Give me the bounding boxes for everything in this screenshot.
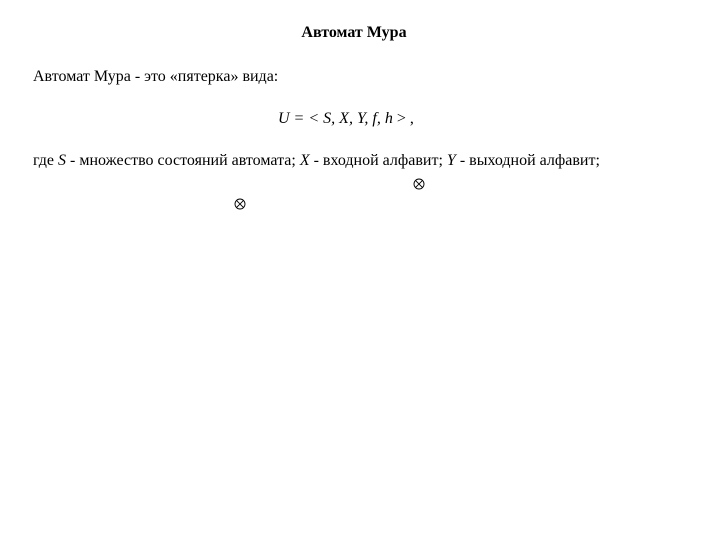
description <box>33 152 600 170</box>
description-part: где <box>33 152 59 169</box>
formula-s: S <box>323 110 332 127</box>
description-part: - множество состояний автомата; <box>66 152 300 169</box>
formula-sep: , <box>331 110 340 127</box>
formula-h: h <box>384 110 393 127</box>
description-y: Y <box>446 152 456 169</box>
formula-prefix: U = < <box>278 110 324 127</box>
description-s: S <box>58 152 67 169</box>
formula-sep: , <box>364 110 373 127</box>
description-x: X <box>299 152 310 169</box>
description-part: - выходной алфавит; <box>455 152 600 169</box>
formula-f: f <box>372 110 377 127</box>
circled-times-icon <box>413 178 425 190</box>
formula <box>278 110 414 128</box>
formula-suffix: > , <box>392 110 414 127</box>
intro-text: Автомат Мура - это «пятерка» вида: <box>33 68 279 85</box>
page-title: Автомат Мура <box>301 24 407 41</box>
circled-times-icon <box>234 198 246 210</box>
formula-sep: , <box>348 110 357 127</box>
formula-y: Y <box>356 110 365 127</box>
formula-x: X <box>339 110 349 127</box>
formula-sep: , <box>376 110 385 127</box>
description-part: - входной алфавит; <box>309 152 447 169</box>
